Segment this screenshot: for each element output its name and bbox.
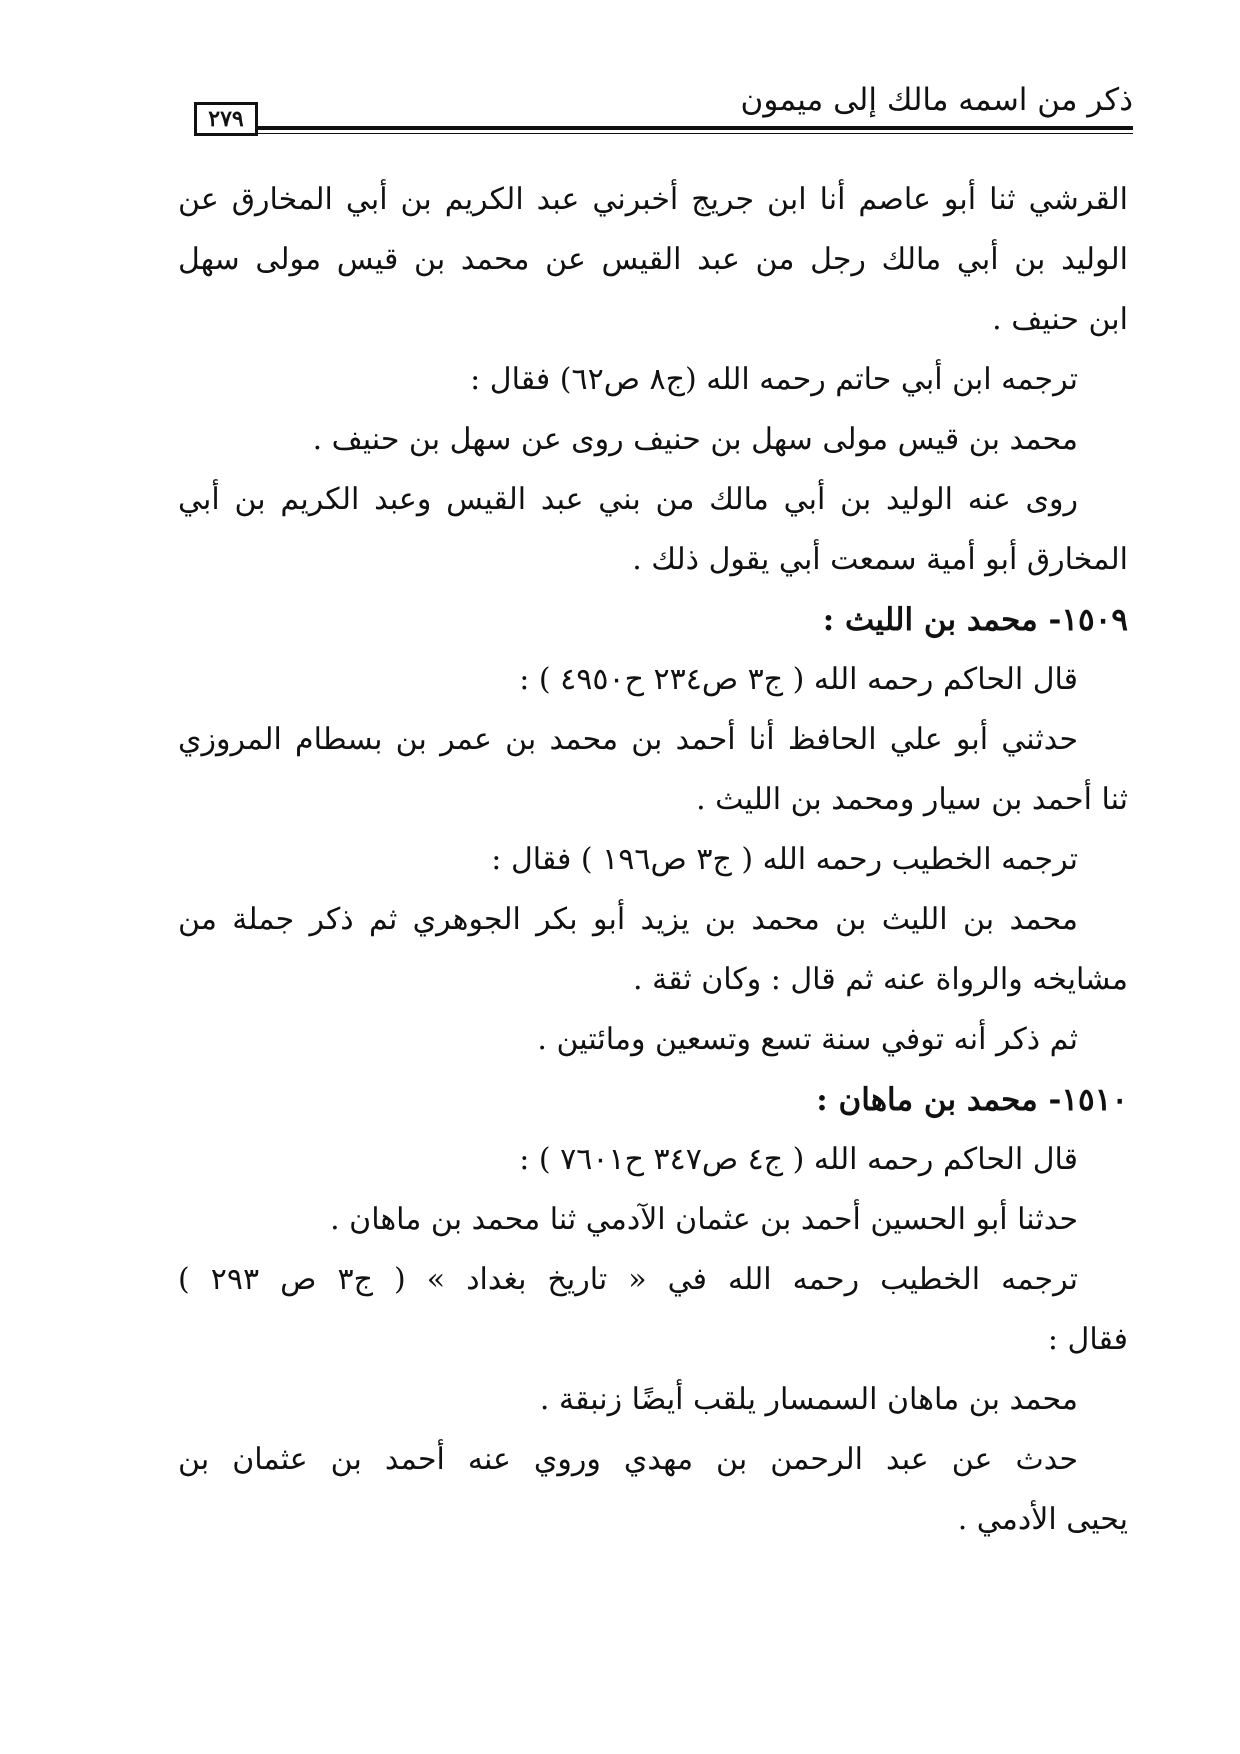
body-line: روى عنه الوليد بن أبي مالك من بني عبد القيس وعبد الكريم بن أبي — [178, 482, 1078, 517]
page-body — [178, 170, 1128, 1550]
running-title: ذكر من اسمه مالك إلى ميمون — [740, 82, 1133, 118]
header-rule-thick — [258, 126, 1133, 130]
body-line: محمد بن قيس مولى سهل بن حنيف روى عن سهل بن حنيف . — [312, 422, 1078, 457]
body-line: المخارق أبو أمية سمعت أبي يقول ذلك . — [632, 542, 1128, 577]
entry-1510-line: محمد بن ماهان السمسار يلقب أيضًا زنبقة . — [539, 1382, 1078, 1417]
body-line: الوليد بن أبي مالك رجل من عبد القيس عن محمد بن قيس مولى سهل — [178, 242, 1128, 277]
body-line: ابن حنيف . — [992, 302, 1128, 337]
entry-1509-line: ثنا أحمد بن سيار ومحمد بن الليث . — [696, 782, 1128, 817]
entry-1509-line: حدثني أبو علي الحافظ أنا أحمد بن محمد بن عمر بن بسطام المروزي — [178, 722, 1078, 757]
page-header — [188, 78, 1133, 148]
entry-1509-line: مشايخه والرواة عنه ثم قال : وكان ثقة . — [633, 962, 1128, 997]
page-number: ٢٧٩ — [194, 102, 258, 136]
entry-1510-line: يحيى الأدمي . — [957, 1502, 1128, 1537]
entry-1509-line: قال الحاكم رحمه الله ( ج٣ ص٢٣٤ ح٤٩٥٠ ) : — [519, 662, 1078, 697]
entry-1509-line: ترجمه الخطيب رحمه الله ( ج٣ ص١٩٦ ) فقال : — [491, 842, 1078, 877]
entry-1510-line: حدث عن عبد الرحمن بن مهدي وروي عنه أحمد بن عثمان بن — [178, 1442, 1078, 1477]
entry-1509-line: محمد بن الليث بن محمد بن يزيد أبو بكر الجوهري ثم ذكر جملة من — [178, 902, 1078, 937]
entry-1509-line: ثم ذكر أنه توفي سنة تسع وتسعين ومائتين . — [537, 1022, 1078, 1057]
body-line: ترجمه ابن أبي حاتم رحمه الله (ج٨ ص٦٢) فقال : — [470, 362, 1078, 397]
entry-heading-1510: ١٥١٠- محمد بن ماهان : — [816, 1082, 1128, 1118]
entry-1510-line: حدثنا أبو الحسين أحمد بن عثمان الآدمي ثنا محمد بن ماهان . — [330, 1202, 1078, 1237]
entry-1510-line: ترجمه الخطيب رحمه الله في « تاريخ بغداد » ( ج٣ ص ٢٩٣ ) — [178, 1262, 1078, 1297]
body-line: القرشي ثنا أبو عاصم أنا ابن جريج أخبرني عبد الكريم بن أبي المخارق عن — [178, 182, 1128, 217]
entry-1510-line: قال الحاكم رحمه الله ( ج٤ ص٣٤٧ ح٧٦٠١ ) : — [519, 1142, 1078, 1177]
entry-heading-1509: ١٥٠٩- محمد بن الليث : — [822, 602, 1128, 638]
entry-1510-line: فقال : — [1047, 1322, 1128, 1357]
header-rule-thin — [258, 133, 1133, 134]
